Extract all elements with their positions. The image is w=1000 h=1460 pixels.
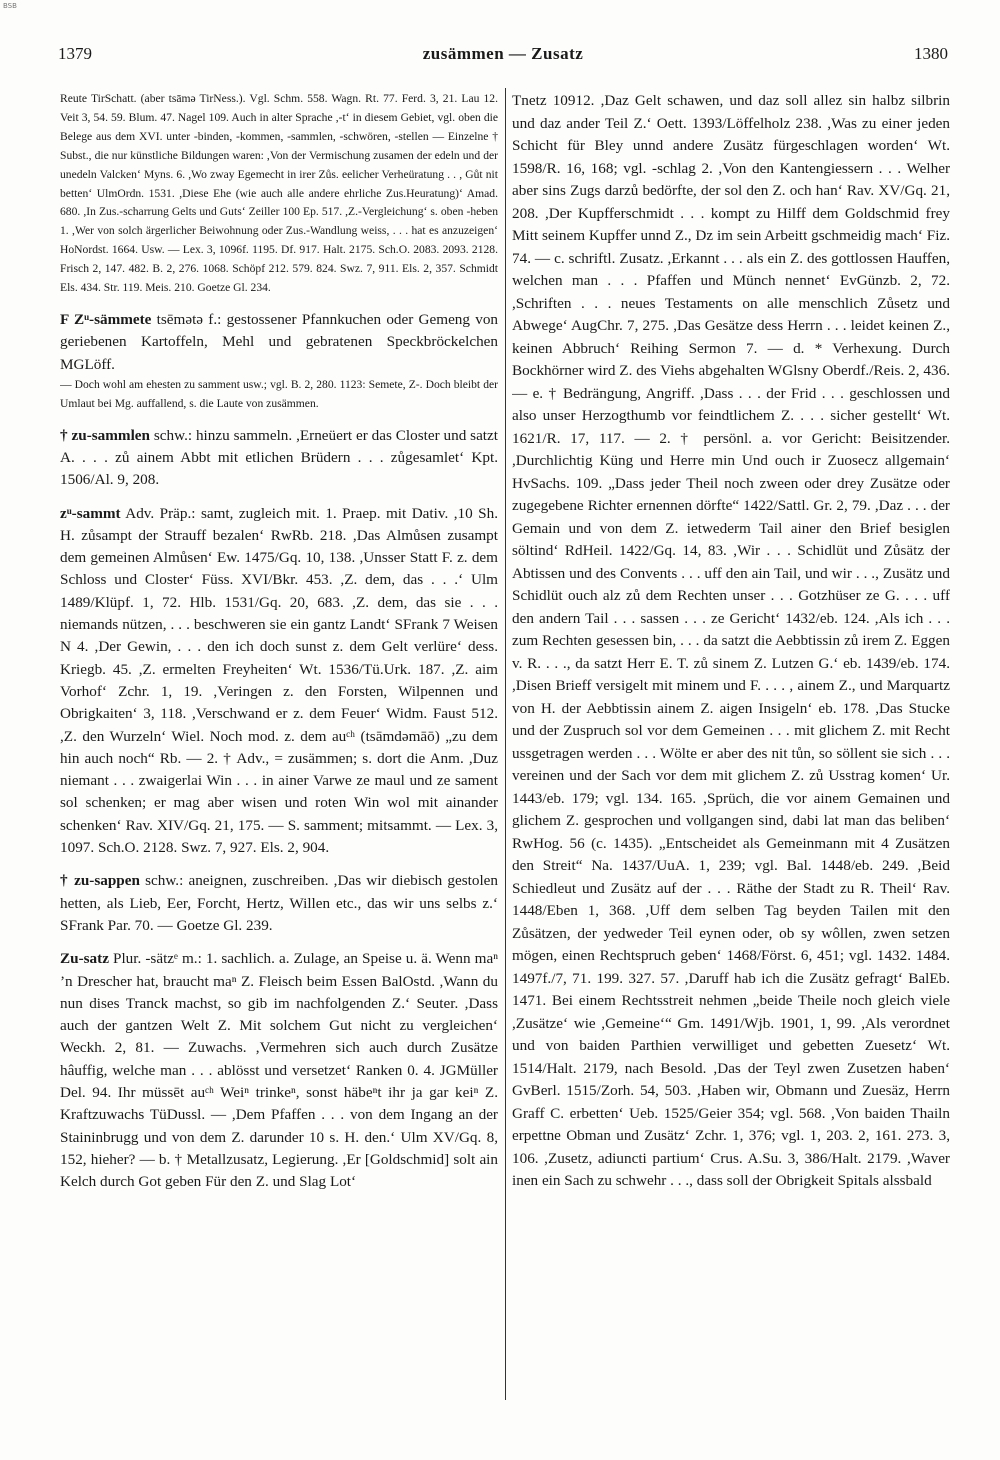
entry-headword: F Zᵘ-sämmete: [60, 310, 152, 328]
entry-zu-sammlen: [60, 425, 498, 492]
entry-headword: † zu-sappen: [60, 872, 140, 890]
left-column: [60, 90, 498, 1430]
page-number-right: 1380: [914, 44, 948, 63]
entry-zu-sappen: [60, 870, 498, 937]
entry-text: Plur. -sätzᵉ m.: 1. sachlich. a. Zulage, an Speise u. ä. Wenn maⁿ ’n Drescher hat, braucht maⁿ Z. Fleisch beim Essen BalOstd. ,Wann du nun dises Tranck machst, so gib im nachfolgenden Z.‘ Seuter. ,Dass auch der gantzen Welt Z. Mit solchem Gut nicht zu vergleichen‘ Weckh. 2, 81. — Zuwachs. ,Vermehren sich auch durch Zusätze hâuffig, welche man . . . ablösst und versetzet‘ Ranken 0. 4. JGMüller Del. 94. Ihr müssēt auᶜʰ Weiⁿ trinkeⁿ, sonst häbeⁿt ihr ja gar keiⁿ Z. Kraftzuwachs TüDussl. — ,Dem Pfaffen . . . von dem Ingang an der Staininbrugg und von dem Z. darunder 10 s. H. den.‘ Ulm XV/Gq. 8, 152, hieher? — b. † Metallzusatz, Legierung. ,Er [Goldschmid] solt ain Kelch durch Got geben Für den Z. und Slag Lot‘: [60, 950, 498, 1191]
right-column: [512, 90, 950, 1430]
entry-text: schw.: hinzu sammeln. ,Erneüert er das Closter und satzt A. . . . zů ainem Abbt mit etlichen Brüdern . . . zůgesamlet‘ Kpt. 1506/Al. 9, 208.: [60, 426, 498, 489]
page-number-left: 1379: [58, 44, 92, 63]
entry-text: Adv. Präp.: samt, zugleich mit. 1. Praep. mit Dativ. ,10 Sh. H. zůsampt der Strauff bezalen‘ RwRb. 218. ,Das Almůsen zusampt dem gemeinen Almůsen‘ Ew. 1475/Gq. 10, 138. ,Unsser Statt F. z. dem Schloss und Closter‘ Füss. XVI/Bkr. 453. ,Z. dem, das . . .‘ Ulm 1489/Klüpf. 1, 72. Hlb. 1531/Gq. 20, 683. ,Z. dem, das sie . . . niemands nützen, . . . beschweren sie ein gantz Landt‘ SFrank 7 Weisen N 4. ,Der Gewin, . . . den ich doch sunst z. dem Gelt verlüre‘ dess. Kriegb. 45. ,Z. ermelten Freyheiten‘ Wt. 1536/Tü.Urk. 187. ,Z. aim Vorhof‘ Zchr. 1, 19. ,Veringen z. den Forsten, Wilpennen und Obrigkaiten‘ 3, 118. ,Verschwand er z. dem Feuer‘ Widm. Faust 512. ,Z. den Wurzeln‘ Wiel. Noch mod. z. dem auᶜʰ (tsāmdəmāō) „zu dem hin auch noch“ Rb. — 2. † Adv., = zusämmen; s. dort die Anm. ,Duz niemant . . . zwaigerlai Win . . . in ainer Varwe ze maul und ze sament sol schenken; er mag aber wisen und roten Win wol mit ainander schenken‘ Rav. XIV/Gq. 21, 175. — S. samment; mitsammt. — Lex. 3, 1097. Sch.O. 2128. Swz. 7, 927. Els. 2, 904.: [60, 504, 498, 857]
column-divider: [505, 88, 506, 1400]
right-column-text: Tnetz 10912. ,Daz Gelt schawen, und daz soll allez sin halbz silbrin und daz ander Teil Z.‘ Oett. 1393/Löffelholz 238. ,Was zu einer jeden Schicht für Bley unnd andere Zusätz fürgeschlagen worden‘ Wt. 1598/R. 16, 168; vgl. -schlag 2. ,Von den Kantengiessern . . . Welher aber sins Zugs darzů bedörfte, der sol den Z. och han‘ Rav. XV/Gq. 21, 208. ,Der Kupfferschmidt . . . kompt zu Hilff dem Goldschmid frey Mitt seinem Kupffer unnd Z., Dz im sein Arbeitt gschmeidig mach‘ Fiz. 74. — c. schriftl. Zusatz. ,Erkannt . . . als ein Z. des gottlossen Hauffen, welchen man . . . Pfaffen und Münch nennet‘ EvGünzb. 2, 72. ,Schriften . . . neues Testaments on alle menschlich Zůsetz und Abwege‘ AugChr. 7, 275. ,Das Gesätze dess Herrn . . . leidet keinen Z., keinen Abbruch‘ Reihing Sermon 7. — d. * Verhexung. Durch Bockhörner wird Z. des Viehs abgehalten WGlsny Oberdf./Reis. 2, 436. — e. † Bedrängung, Angriff. ,Dass . . . der Frid . . . geschlossen und also unser Herzogthumb vor feindtlichem Z. . . . sicher gestellt‘ Wt. 1621/R. 17, 117. — 2. † persönl. a. vor Gericht: Beisitzender. ,Durchlichtig Küng und Herre min Und ouch ir Zuosecz allgemain‘ HvSachs. 109. „Dass jeder Theil noch zween oder drey Zusätze oder zugegebene Richter ernennen dörfte“ 1422/Sattl. Gr. 2, 79. ,Daz . . . der Gemain und von dem Z. ietwederm Tail ainer den Brief besiglen söltind‘ RdHeil. 1422/Gq. 14, 83. ,Wir . . . Schidlüt und Zůsätz der Abtissen und des Convents . . . uff den ain Tail, und wir . . ., Zusätz und Schidlüt ouch alz zů dem Rechten unser . . . Gotzhüser ze G. . . . uff den andern Tail . . . sassen . . . ze Gericht‘ 1432/eb. 124. ,Als ich . . . zum Rechten gesessen bin, . . . da satzt die Aebbtissin zů irem Z. Eggen v. R. . . ., da satzt Herr E. T. zů sinem Z. Lutzen G.‘ eb. 1439/eb. 174. ,Disen Brieff versigelt mit minem und F. . . . , ainem Z., und Marquartz von H. der Aebbtissin ainem Z. aigen Insigeln‘ eb. 178. ,Das Stucke und der Zuspruch sol vor dem Gemeinen . . . mit glichem Z. mit Recht ussgetragen werden . . . Wölte er aber des nit tůn, so söllent sie sich . . . vereinen und der Sach vor dem mit glichem Z. zů Usstrag komen‘ Ur. 1443/eb. 179; vgl. 134. 165. ,Sprüch, die vor ainem Gemainen und glichem Z. gesprochen und vollgangen sind, dabi lat man das beliben‘ RwHog. 56 (c. 1435). „Entscheidet als Gemeinmann mit 4 Zusätzen den Streit“ Na. 1437/UuA. 1, 239; vgl. Bal. 1448/eb. 249. ,Beid Schiedleut und Zusätz auf der . . . Räthe der Stadt zu R. Theil‘ Rav. 1448/Eben 1, 368. ,Uff dem selben Tag beyden Tailen mit den Zůsätzen, der yedweder Teil eynen oder, ob sy wôllen, zwen setzen mögen, einen Rechtspruch geben‘ 1468/Först. 6, 451; vgl. 1432. 1484. 1497f./7, 71. 199. 327. 57. ,Daruff hab ich die Zusätz gefragt‘ BalEb. 1471. Bei einem Rechtsstreit nehmen „beide Theile noch gleich viele ,Zusätze‘ wie ,Gemeine‘“ Gm. 1491/Wjb. 1901, 1, 99. ,Als verordnet und von baiden Parthien verwilliget und gebetten Zuesetz‘ Wt. 1514/Halt. 2179, nach Besold. ,Das der Teyl zwen Zusetzen haben‘ GvBerl. 1515/Zorh. 54, 503. ,Haben wir, Obmann und Zuesäz, Herrn Graff C. erbetten‘ Ueb. 1525/Geier 354; vgl. 568. ,Von baiden Thailn erpettne Obman und Zusätz‘ Zchr. 1, 376; vgl. 1, 203. 2, 161. 273. 3, 106. ,Zusetz, adiuncti partium‘ Crus. A.Su. 3, 386/Halt. 2179. ,Waver inen ein Sach zu schwehr . . ., dass soll der Obrigkeit Spitals alssbald: [512, 92, 950, 1189]
entry-zu-sammt: [60, 503, 498, 860]
page-header: [58, 44, 948, 74]
entry-text: schw.: aneignen, zuschreiben. ,Das wir diebisch gestolen hetten, als Lieb, Eer, Forcht, Hertz, Willen etc., das wir uns selbs z.‘ SFrank Par. 70. — Goetze Gl. 239.: [60, 872, 498, 934]
entry-note: — Doch wohl am ehesten zu samment usw.; vgl. B. 2, 280. 1123: Semete, Z-. Doch bleibt der Umlaut bei Mg. auffallend, s. die Laute von zusämmen.: [60, 377, 498, 410]
entry-headword: Zu-satz: [60, 950, 109, 968]
entry-zusaemmete: [60, 309, 498, 376]
library-stamp: BSB: [3, 2, 17, 10]
entry-headword: † zu-sammlen: [60, 426, 150, 444]
continuation-paragraph: Reute TirSchatt. (aber tsāmə TirNess.). Vgl. Schm. 558. Wagn. Rt. 77. Ferd. 3, 21. Lau 12. Veit 3, 54. 59. Blum. 47. Nagel 109. Auch in alter Sprache ,-t‘ in diesem Gebiet, vgl. oben die Belege aus dem XVI. unter -binden, -kommen, -sammlen, -schwören, -stellen — Einzelne † Subst., die nur künstliche Bildungen waren: ,Von der Vermischung zusamen der edeln und der unedeln Valcken‘ Myns. 6. ,Wo zway Egemecht in irer Zůs. eelicher Verheüratung . . , Gůt nit betten‘ UlmOrdn. 1531. ,Diese Ehe (wie auch alle andere ehrliche Zus.Heuratung)‘ Amad. 680. ,In Zus.-scharrung Gelts und Guts‘ Zeiller 100 Ep. 517. ,Z.-Vergleichung‘ s. oben -heben 1. ,Wer von solch ärgerlicher Beiwohnung oder Zus.-Wandlung weiss, . . . hat es anzuzeigen‘ HoNordst. 1664. Usw. — Lex. 3, 1096f. 1195. Df. 917. Halt. 2175. Sch.O. 2083. 2093. 2128. Frisch 2, 147. 482. B. 2, 276. 1068. Schöpf 212. 579. 824. Swz. 7, 911. Els. 2, 357. Schmidt Els. 434. Str. 119. Meis. 210. Goetze Gl. 234.: [60, 92, 498, 295]
entry-text: tsēmətə f.: gestossener Pfannkuchen oder Gemeng von geriebenen Kartoffeln, Mehl und gebratenen Speckbröckelchen MGLöff.: [60, 310, 498, 373]
running-title: zusämmen — Zusatz: [422, 44, 584, 63]
entry-zu-satz: [60, 948, 498, 1193]
entry-headword: zᵘ-sammt: [60, 504, 121, 522]
